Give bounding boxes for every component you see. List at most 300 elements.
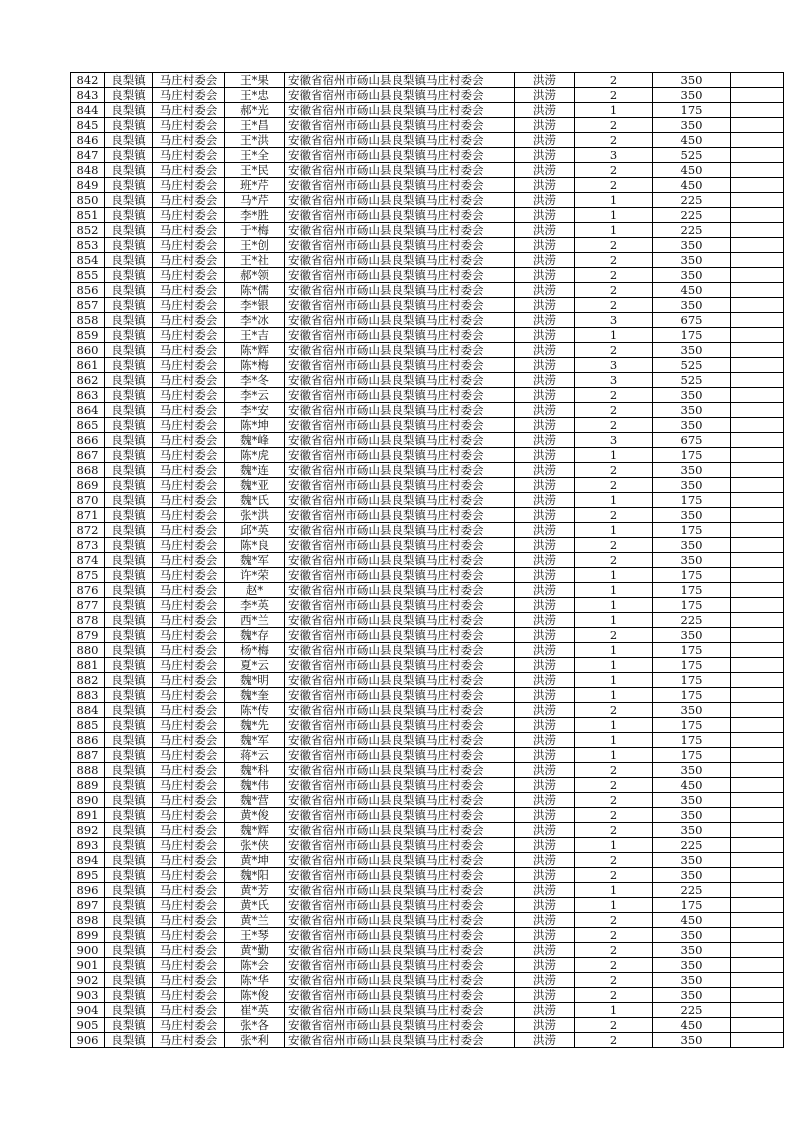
table-row <box>71 523 784 538</box>
household-count-cell: 2 <box>575 253 653 268</box>
row-number-cell: 893 <box>71 838 105 853</box>
empty-cell <box>731 1033 784 1048</box>
household-count-cell: 1 <box>575 583 653 598</box>
address-cell: 安徽省宿州市砀山县良梨镇马庄村委会 <box>285 988 515 1003</box>
amount-cell: 675 <box>653 313 731 328</box>
address-cell: 安徽省宿州市砀山县良梨镇马庄村委会 <box>285 673 515 688</box>
row-number-cell: 864 <box>71 403 105 418</box>
town-cell: 良梨镇 <box>105 103 153 118</box>
row-number-cell: 903 <box>71 988 105 1003</box>
row-number-cell: 858 <box>71 313 105 328</box>
town-cell: 良梨镇 <box>105 313 153 328</box>
address-cell: 安徽省宿州市砀山县良梨镇马庄村委会 <box>285 778 515 793</box>
village-committee-cell: 马庄村委会 <box>153 1018 225 1033</box>
row-number-cell: 845 <box>71 118 105 133</box>
town-cell: 良梨镇 <box>105 193 153 208</box>
household-count-cell: 1 <box>575 898 653 913</box>
name-cell: 魏*明 <box>225 673 285 688</box>
table-row <box>71 73 784 88</box>
empty-cell <box>731 253 784 268</box>
address-cell: 安徽省宿州市砀山县良梨镇马庄村委会 <box>285 268 515 283</box>
town-cell: 良梨镇 <box>105 463 153 478</box>
household-count-cell: 2 <box>575 553 653 568</box>
address-cell: 安徽省宿州市砀山县良梨镇马庄村委会 <box>285 928 515 943</box>
disaster-type-cell: 洪涝 <box>515 568 575 583</box>
table-row <box>71 463 784 478</box>
row-number-cell: 844 <box>71 103 105 118</box>
table-row <box>71 343 784 358</box>
disaster-type-cell: 洪涝 <box>515 613 575 628</box>
amount-cell: 350 <box>653 73 731 88</box>
village-committee-cell: 马庄村委会 <box>153 718 225 733</box>
empty-cell <box>731 703 784 718</box>
empty-cell <box>731 133 784 148</box>
amount-cell: 175 <box>653 493 731 508</box>
amount-cell: 175 <box>653 673 731 688</box>
table-row <box>71 223 784 238</box>
household-count-cell: 2 <box>575 1033 653 1048</box>
address-cell: 安徽省宿州市砀山县良梨镇马庄村委会 <box>285 73 515 88</box>
table-row <box>71 973 784 988</box>
row-number-cell: 892 <box>71 823 105 838</box>
name-cell: 西*兰 <box>225 613 285 628</box>
amount-cell: 350 <box>653 928 731 943</box>
address-cell: 安徽省宿州市砀山县良梨镇马庄村委会 <box>285 103 515 118</box>
name-cell: 李*冬 <box>225 373 285 388</box>
empty-cell <box>731 658 784 673</box>
disaster-type-cell: 洪涝 <box>515 763 575 778</box>
amount-cell: 450 <box>653 133 731 148</box>
town-cell: 良梨镇 <box>105 223 153 238</box>
name-cell: 许*荣 <box>225 568 285 583</box>
household-count-cell: 2 <box>575 283 653 298</box>
name-cell: 陈*俊 <box>225 988 285 1003</box>
amount-cell: 350 <box>653 943 731 958</box>
amount-cell: 175 <box>653 523 731 538</box>
town-cell: 良梨镇 <box>105 253 153 268</box>
disaster-type-cell: 洪涝 <box>515 808 575 823</box>
town-cell: 良梨镇 <box>105 388 153 403</box>
table-row <box>71 583 784 598</box>
table-row <box>71 568 784 583</box>
table-row <box>71 643 784 658</box>
address-cell: 安徽省宿州市砀山县良梨镇马庄村委会 <box>285 568 515 583</box>
household-count-cell: 1 <box>575 613 653 628</box>
household-count-cell: 1 <box>575 568 653 583</box>
table-row <box>71 688 784 703</box>
table-row <box>71 598 784 613</box>
disaster-type-cell: 洪涝 <box>515 793 575 808</box>
town-cell: 良梨镇 <box>105 553 153 568</box>
village-committee-cell: 马庄村委会 <box>153 523 225 538</box>
town-cell: 良梨镇 <box>105 763 153 778</box>
name-cell: 郝*领 <box>225 268 285 283</box>
disaster-type-cell: 洪涝 <box>515 283 575 298</box>
town-cell: 良梨镇 <box>105 148 153 163</box>
address-cell: 安徽省宿州市砀山县良梨镇马庄村委会 <box>285 1018 515 1033</box>
row-number-cell: 879 <box>71 628 105 643</box>
table-row <box>71 478 784 493</box>
town-cell: 良梨镇 <box>105 133 153 148</box>
village-committee-cell: 马庄村委会 <box>153 388 225 403</box>
row-number-cell: 904 <box>71 1003 105 1018</box>
table-row <box>71 823 784 838</box>
village-committee-cell: 马庄村委会 <box>153 268 225 283</box>
village-committee-cell: 马庄村委会 <box>153 808 225 823</box>
village-committee-cell: 马庄村委会 <box>153 823 225 838</box>
name-cell: 陈*会 <box>225 958 285 973</box>
disaster-type-cell: 洪涝 <box>515 1003 575 1018</box>
town-cell: 良梨镇 <box>105 898 153 913</box>
town-cell: 良梨镇 <box>105 958 153 973</box>
town-cell: 良梨镇 <box>105 733 153 748</box>
row-number-cell: 894 <box>71 853 105 868</box>
village-committee-cell: 马庄村委会 <box>153 433 225 448</box>
disaster-type-cell: 洪涝 <box>515 313 575 328</box>
table-row <box>71 283 784 298</box>
household-count-cell: 2 <box>575 388 653 403</box>
address-cell: 安徽省宿州市砀山县良梨镇马庄村委会 <box>285 463 515 478</box>
amount-cell: 175 <box>653 643 731 658</box>
village-committee-cell: 马庄村委会 <box>153 238 225 253</box>
disaster-type-cell: 洪涝 <box>515 523 575 538</box>
address-cell: 安徽省宿州市砀山县良梨镇马庄村委会 <box>285 1033 515 1048</box>
empty-cell <box>731 403 784 418</box>
empty-cell <box>731 778 784 793</box>
row-number-cell: 847 <box>71 148 105 163</box>
row-number-cell: 885 <box>71 718 105 733</box>
empty-cell <box>731 838 784 853</box>
amount-cell: 350 <box>653 508 731 523</box>
village-committee-cell: 马庄村委会 <box>153 373 225 388</box>
amount-cell: 350 <box>653 1033 731 1048</box>
village-committee-cell: 马庄村委会 <box>153 943 225 958</box>
name-cell: 魏*峰 <box>225 433 285 448</box>
table-row <box>71 388 784 403</box>
household-count-cell: 1 <box>575 673 653 688</box>
name-cell: 张*利 <box>225 1033 285 1048</box>
disaster-type-cell: 洪涝 <box>515 1033 575 1048</box>
name-cell: 魏*营 <box>225 793 285 808</box>
household-count-cell: 1 <box>575 493 653 508</box>
village-committee-cell: 马庄村委会 <box>153 688 225 703</box>
disaster-type-cell: 洪涝 <box>515 223 575 238</box>
table-row <box>71 748 784 763</box>
amount-cell: 350 <box>653 973 731 988</box>
row-number-cell: 860 <box>71 343 105 358</box>
empty-cell <box>731 73 784 88</box>
row-number-cell: 861 <box>71 358 105 373</box>
row-number-cell: 888 <box>71 763 105 778</box>
village-committee-cell: 马庄村委会 <box>153 313 225 328</box>
village-committee-cell: 马庄村委会 <box>153 253 225 268</box>
table-row <box>71 703 784 718</box>
empty-cell <box>731 763 784 778</box>
table-row <box>71 268 784 283</box>
address-cell: 安徽省宿州市砀山县良梨镇马庄村委会 <box>285 703 515 718</box>
name-cell: 魏*先 <box>225 718 285 733</box>
disaster-type-cell: 洪涝 <box>515 838 575 853</box>
table-row <box>71 613 784 628</box>
household-count-cell: 2 <box>575 508 653 523</box>
village-committee-cell: 马庄村委会 <box>153 898 225 913</box>
table-row <box>71 133 784 148</box>
table-row <box>71 448 784 463</box>
address-cell: 安徽省宿州市砀山县良梨镇马庄村委会 <box>285 748 515 763</box>
name-cell: 张*各 <box>225 1018 285 1033</box>
row-number-cell: 882 <box>71 673 105 688</box>
household-count-cell: 1 <box>575 838 653 853</box>
disaster-type-cell: 洪涝 <box>515 478 575 493</box>
amount-cell: 450 <box>653 778 731 793</box>
disaster-type-cell: 洪涝 <box>515 673 575 688</box>
village-committee-cell: 马庄村委会 <box>153 358 225 373</box>
name-cell: 陈*虎 <box>225 448 285 463</box>
household-count-cell: 2 <box>575 268 653 283</box>
amount-cell: 450 <box>653 178 731 193</box>
address-cell: 安徽省宿州市砀山县良梨镇马庄村委会 <box>285 478 515 493</box>
amount-cell: 350 <box>653 763 731 778</box>
village-committee-cell: 马庄村委会 <box>153 748 225 763</box>
name-cell: 王*社 <box>225 253 285 268</box>
amount-cell: 225 <box>653 613 731 628</box>
household-count-cell: 1 <box>575 223 653 238</box>
town-cell: 良梨镇 <box>105 1033 153 1048</box>
village-committee-cell: 马庄村委会 <box>153 103 225 118</box>
household-count-cell: 2 <box>575 628 653 643</box>
name-cell: 崔*英 <box>225 1003 285 1018</box>
amount-cell: 350 <box>653 853 731 868</box>
address-cell: 安徽省宿州市砀山县良梨镇马庄村委会 <box>285 823 515 838</box>
empty-cell <box>731 808 784 823</box>
table-body <box>71 73 784 1048</box>
disaster-type-cell: 洪涝 <box>515 388 575 403</box>
name-cell: 陈*良 <box>225 538 285 553</box>
address-cell: 安徽省宿州市砀山县良梨镇马庄村委会 <box>285 508 515 523</box>
village-committee-cell: 马庄村委会 <box>153 178 225 193</box>
name-cell: 陈*辉 <box>225 343 285 358</box>
name-cell: 王*琴 <box>225 928 285 943</box>
household-count-cell: 1 <box>575 448 653 463</box>
address-cell: 安徽省宿州市砀山县良梨镇马庄村委会 <box>285 208 515 223</box>
name-cell: 黄*勤 <box>225 943 285 958</box>
empty-cell <box>731 853 784 868</box>
name-cell: 王*昌 <box>225 118 285 133</box>
amount-cell: 175 <box>653 658 731 673</box>
village-committee-cell: 马庄村委会 <box>153 793 225 808</box>
empty-cell <box>731 343 784 358</box>
village-committee-cell: 马庄村委会 <box>153 868 225 883</box>
empty-cell <box>731 868 784 883</box>
empty-cell <box>731 1018 784 1033</box>
disaster-type-cell: 洪涝 <box>515 703 575 718</box>
household-count-cell: 3 <box>575 358 653 373</box>
name-cell: 陈*华 <box>225 973 285 988</box>
table-row <box>71 988 784 1003</box>
household-count-cell: 1 <box>575 688 653 703</box>
household-count-cell: 1 <box>575 643 653 658</box>
village-committee-cell: 马庄村委会 <box>153 598 225 613</box>
name-cell: 魏*军 <box>225 553 285 568</box>
row-number-cell: 899 <box>71 928 105 943</box>
disaster-type-cell: 洪涝 <box>515 688 575 703</box>
town-cell: 良梨镇 <box>105 448 153 463</box>
name-cell: 魏*亚 <box>225 478 285 493</box>
table-row <box>71 238 784 253</box>
household-count-cell: 2 <box>575 763 653 778</box>
table-row <box>71 253 784 268</box>
disaster-type-cell: 洪涝 <box>515 928 575 943</box>
disaster-type-cell: 洪涝 <box>515 1018 575 1033</box>
address-cell: 安徽省宿州市砀山县良梨镇马庄村委会 <box>285 388 515 403</box>
amount-cell: 175 <box>653 733 731 748</box>
village-committee-cell: 马庄村委会 <box>153 613 225 628</box>
name-cell: 赵* <box>225 583 285 598</box>
address-cell: 安徽省宿州市砀山县良梨镇马庄村委会 <box>285 133 515 148</box>
empty-cell <box>731 478 784 493</box>
empty-cell <box>731 523 784 538</box>
row-number-cell: 880 <box>71 643 105 658</box>
household-count-cell: 1 <box>575 1003 653 1018</box>
town-cell: 良梨镇 <box>105 433 153 448</box>
row-number-cell: 906 <box>71 1033 105 1048</box>
disaster-type-cell: 洪涝 <box>515 823 575 838</box>
town-cell: 良梨镇 <box>105 493 153 508</box>
town-cell: 良梨镇 <box>105 808 153 823</box>
row-number-cell: 873 <box>71 538 105 553</box>
empty-cell <box>731 193 784 208</box>
address-cell: 安徽省宿州市砀山县良梨镇马庄村委会 <box>285 418 515 433</box>
town-cell: 良梨镇 <box>105 748 153 763</box>
name-cell: 班*芹 <box>225 178 285 193</box>
disaster-type-cell: 洪涝 <box>515 553 575 568</box>
household-count-cell: 1 <box>575 718 653 733</box>
address-cell: 安徽省宿州市砀山县良梨镇马庄村委会 <box>285 538 515 553</box>
name-cell: 黄*氏 <box>225 898 285 913</box>
data-table <box>70 72 784 1048</box>
town-cell: 良梨镇 <box>105 988 153 1003</box>
amount-cell: 350 <box>653 253 731 268</box>
amount-cell: 225 <box>653 883 731 898</box>
address-cell: 安徽省宿州市砀山县良梨镇马庄村委会 <box>285 883 515 898</box>
empty-cell <box>731 748 784 763</box>
amount-cell: 350 <box>653 988 731 1003</box>
empty-cell <box>731 688 784 703</box>
household-count-cell: 1 <box>575 658 653 673</box>
row-number-cell: 859 <box>71 328 105 343</box>
row-number-cell: 850 <box>71 193 105 208</box>
household-count-cell: 2 <box>575 538 653 553</box>
village-committee-cell: 马庄村委会 <box>153 583 225 598</box>
empty-cell <box>731 388 784 403</box>
name-cell: 黄*兰 <box>225 913 285 928</box>
household-count-cell: 1 <box>575 733 653 748</box>
address-cell: 安徽省宿州市砀山县良梨镇马庄村委会 <box>285 973 515 988</box>
town-cell: 良梨镇 <box>105 88 153 103</box>
disaster-type-cell: 洪涝 <box>515 658 575 673</box>
disaster-type-cell: 洪涝 <box>515 868 575 883</box>
empty-cell <box>731 118 784 133</box>
amount-cell: 175 <box>653 688 731 703</box>
name-cell: 郝*光 <box>225 103 285 118</box>
disaster-type-cell: 洪涝 <box>515 418 575 433</box>
empty-cell <box>731 898 784 913</box>
village-committee-cell: 马庄村委会 <box>153 538 225 553</box>
disaster-type-cell: 洪涝 <box>515 733 575 748</box>
address-cell: 安徽省宿州市砀山县良梨镇马庄村委会 <box>285 223 515 238</box>
amount-cell: 350 <box>653 343 731 358</box>
household-count-cell: 2 <box>575 973 653 988</box>
disaster-type-cell: 洪涝 <box>515 748 575 763</box>
address-cell: 安徽省宿州市砀山县良梨镇马庄村委会 <box>285 493 515 508</box>
table-row <box>71 538 784 553</box>
empty-cell <box>731 463 784 478</box>
village-committee-cell: 马庄村委会 <box>153 778 225 793</box>
disaster-type-cell: 洪涝 <box>515 508 575 523</box>
village-committee-cell: 马庄村委会 <box>153 928 225 943</box>
row-number-cell: 881 <box>71 658 105 673</box>
empty-cell <box>731 628 784 643</box>
row-number-cell: 865 <box>71 418 105 433</box>
disaster-type-cell: 洪涝 <box>515 433 575 448</box>
table-row <box>71 1018 784 1033</box>
address-cell: 安徽省宿州市砀山县良梨镇马庄村委会 <box>285 598 515 613</box>
village-committee-cell: 马庄村委会 <box>153 628 225 643</box>
village-committee-cell: 马庄村委会 <box>153 733 225 748</box>
address-cell: 安徽省宿州市砀山县良梨镇马庄村委会 <box>285 553 515 568</box>
disaster-type-cell: 洪涝 <box>515 988 575 1003</box>
amount-cell: 450 <box>653 163 731 178</box>
empty-cell <box>731 223 784 238</box>
address-cell: 安徽省宿州市砀山县良梨镇马庄村委会 <box>285 628 515 643</box>
amount-cell: 350 <box>653 478 731 493</box>
household-count-cell: 2 <box>575 403 653 418</box>
empty-cell <box>731 433 784 448</box>
town-cell: 良梨镇 <box>105 628 153 643</box>
disaster-type-cell: 洪涝 <box>515 883 575 898</box>
town-cell: 良梨镇 <box>105 928 153 943</box>
amount-cell: 175 <box>653 448 731 463</box>
row-number-cell: 896 <box>71 883 105 898</box>
disaster-type-cell: 洪涝 <box>515 583 575 598</box>
empty-cell <box>731 613 784 628</box>
name-cell: 王*创 <box>225 238 285 253</box>
name-cell: 于*梅 <box>225 223 285 238</box>
disaster-type-cell: 洪涝 <box>515 463 575 478</box>
address-cell: 安徽省宿州市砀山县良梨镇马庄村委会 <box>285 763 515 778</box>
address-cell: 安徽省宿州市砀山县良梨镇马庄村委会 <box>285 433 515 448</box>
village-committee-cell: 马庄村委会 <box>153 448 225 463</box>
village-committee-cell: 马庄村委会 <box>153 208 225 223</box>
disaster-type-cell: 洪涝 <box>515 943 575 958</box>
amount-cell: 175 <box>653 898 731 913</box>
town-cell: 良梨镇 <box>105 238 153 253</box>
address-cell: 安徽省宿州市砀山县良梨镇马庄村委会 <box>285 958 515 973</box>
household-count-cell: 1 <box>575 328 653 343</box>
disaster-type-cell: 洪涝 <box>515 148 575 163</box>
village-committee-cell: 马庄村委会 <box>153 973 225 988</box>
village-committee-cell: 马庄村委会 <box>153 223 225 238</box>
name-cell: 马*芹 <box>225 193 285 208</box>
town-cell: 良梨镇 <box>105 343 153 358</box>
address-cell: 安徽省宿州市砀山县良梨镇马庄村委会 <box>285 343 515 358</box>
disaster-type-cell: 洪涝 <box>515 643 575 658</box>
town-cell: 良梨镇 <box>105 823 153 838</box>
town-cell: 良梨镇 <box>105 1003 153 1018</box>
household-count-cell: 2 <box>575 478 653 493</box>
table-row <box>71 673 784 688</box>
address-cell: 安徽省宿州市砀山县良梨镇马庄村委会 <box>285 238 515 253</box>
